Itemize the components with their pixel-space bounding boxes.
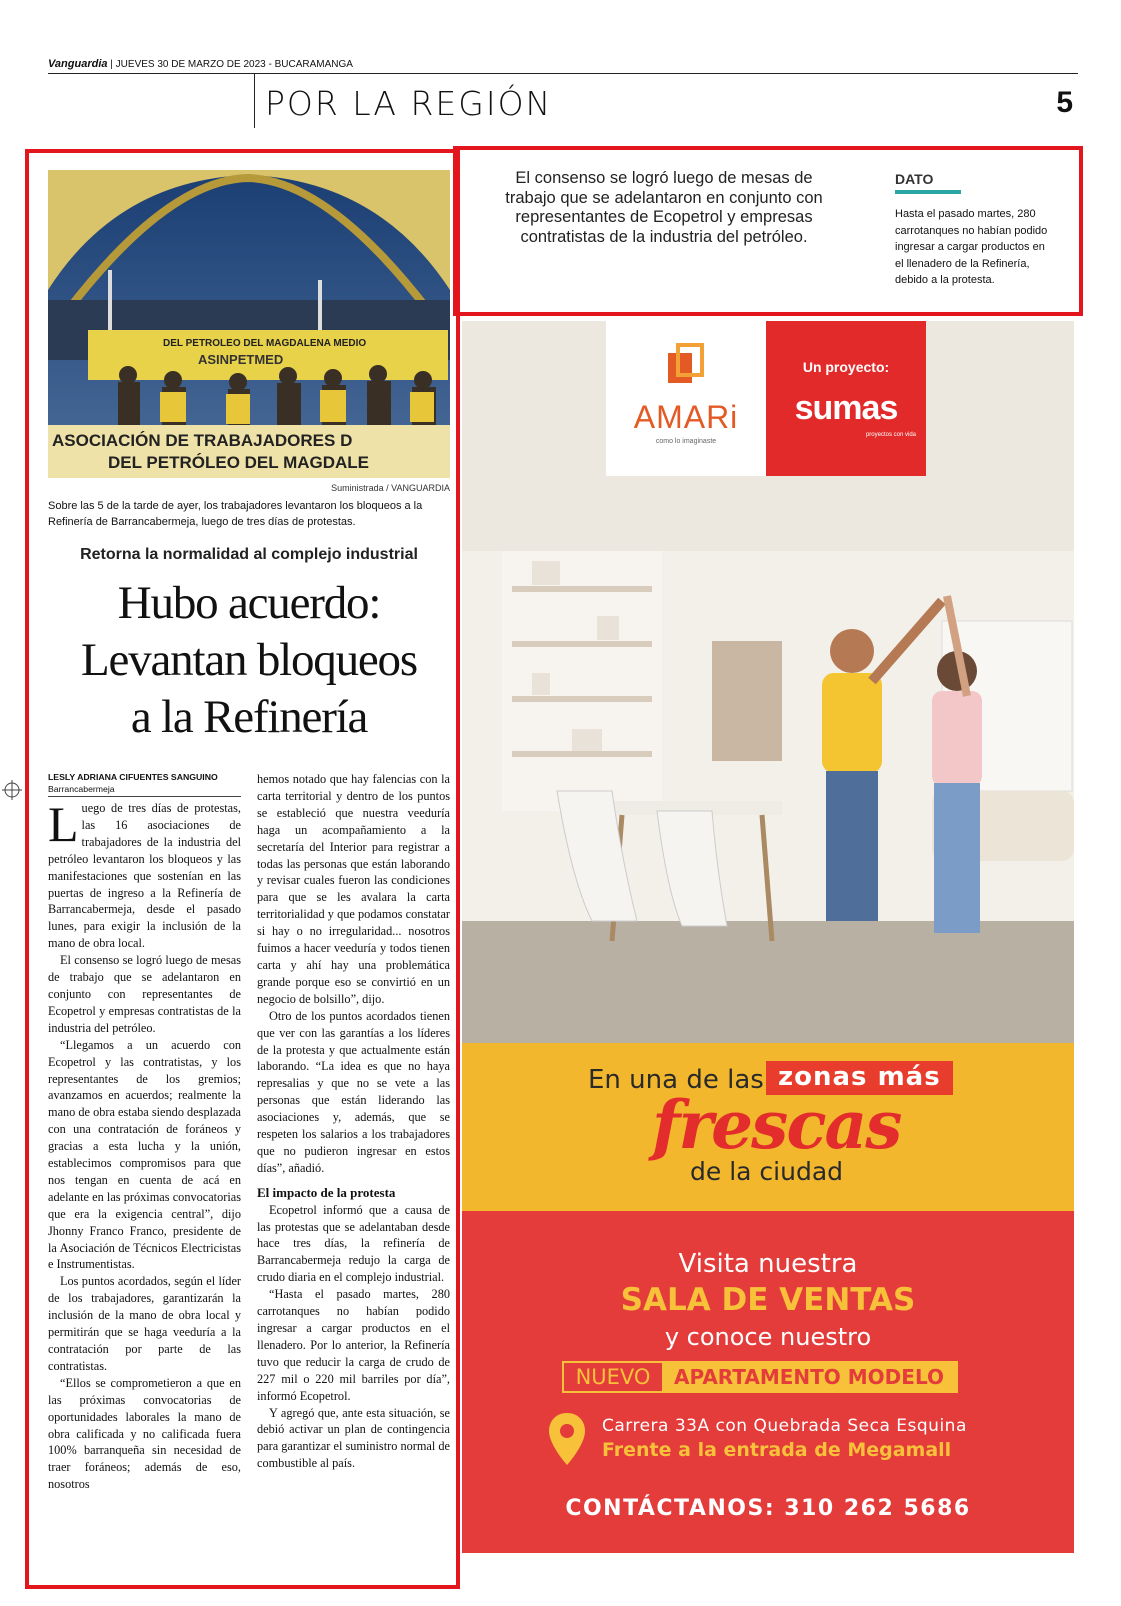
amari-logo: [606, 321, 766, 476]
section-title: POR LA REGIÓN: [265, 84, 553, 123]
pull-quote: El consenso se logró luego de mesas de trabajo que se adelantaron en conjunto con representantes de Ecopetrol y empresas contratistas de la industria del petróleo.: [505, 169, 823, 246]
upper-banner-text-2: ASINPETMED: [198, 352, 284, 367]
article-paragraph: “Ellos se comprometieron a que en las próximas convocatorias de oportunidades laborales la mano de obra calificada y no calificada fuera 100% barranqueña sin necesidad de traer foráneos; además de eso, nosotros: [48, 1375, 241, 1492]
ad-landmark: Frente a la entrada de Megamall: [602, 1439, 952, 1461]
partner-intro: Un proyecto:: [802, 359, 890, 375]
sumas-wordmark: sumas: [794, 389, 898, 427]
drop-cap: L: [48, 800, 79, 852]
masthead: [48, 58, 1078, 74]
new-model-badge: [562, 1361, 958, 1393]
ad-line-2: de la ciudad: [690, 1157, 844, 1186]
sumas-tagline: proyectos con vida: [865, 432, 916, 438]
model-apartment-label: APARTAMENTO MODELO: [662, 1363, 956, 1391]
article-column-2: [257, 771, 450, 1551]
protest-photo: [48, 170, 450, 478]
headline-line-2: Levantan bloqueos: [81, 634, 417, 686]
sumas-logo: [766, 321, 926, 476]
ad-red-band: [462, 1211, 1074, 1553]
section-divider: [254, 74, 255, 128]
ad-contact-phone[interactable]: CONTÁCTANOS: 310 262 5686: [565, 1496, 971, 1521]
dato-accent-bar: [895, 190, 961, 194]
upper-banner-text-1: DEL PETROLEO DEL MAGDALENA MEDIO: [163, 338, 367, 349]
article-paragraph: Ecopetrol informó que a causa de las protestas que se adelantaban desde hace tres días, la refinería de Barrancabermeja redujo la carga de crudo diaria en el complejo industrial.: [257, 1202, 450, 1285]
ad-script-word: frescas: [652, 1086, 901, 1164]
article-headline: [48, 575, 450, 746]
article-paragraph: “Hasta el pasado martes, 280 carrotanques no habían podido ingresar a cargar productos en el llenadero. Por lo anterior, la Refinería tuvo que reducir la carga de crudo de 227 mil o 220 mil barriles por día”, informó Ecopetrol.: [257, 1287, 450, 1403]
article-photo: [48, 170, 450, 478]
dato-label: DATO: [895, 171, 934, 187]
headline-line-1: Hubo acuerdo:: [117, 577, 381, 629]
article-kicker: Retorna la normalidad al complejo industrial: [80, 546, 418, 563]
amari-tagline: como lo imaginaste: [655, 438, 717, 445]
ad-visit: Visita nuestra: [678, 1249, 858, 1279]
byline-rule: [48, 796, 241, 797]
masthead-separator: |: [110, 59, 116, 70]
location-pin-icon: [547, 1411, 587, 1467]
ad-know: y conoce nuestro: [664, 1323, 872, 1351]
ad-line-1: En una de las: [588, 1065, 764, 1095]
new-tag: NUEVO: [575, 1365, 651, 1389]
ad-yellow-band: [462, 1043, 1074, 1211]
article-paragraph: El consenso se logró luego de mesas de trabajo que se adelantaron en conjunto con representantes de Ecopetrol y empresas contratistas de la industria del petróleo.: [48, 953, 241, 1035]
article-subhead: El impacto de la protesta: [257, 1184, 396, 1200]
masthead-date: JUEVES 30 DE MARZO DE 2023 - BUCARAMANGA: [115, 59, 353, 70]
masthead-rule: [48, 73, 1078, 74]
article-paragraph: hemos notado que hay falencias con la carta territorial y dentro de los puntos se estableció que nuestra veeduría haga un acompañamiento a la secretaría del Interior para registrar a todas las personas que están laborando y revisar cuales fueron las condiciones para que se les avalara la carta territorialidad y que podamos constatar si hay o no irregularidad... nosotros fuimos a hacer veeduría y todos tienen carta y ahí hay una problemática grande porque eso se convirtió en un negocio de bolsillo”, dijo.: [257, 772, 450, 1006]
article-dateline: Barrancabermeja: [48, 784, 115, 794]
real-estate-ad[interactable]: [462, 321, 1074, 1553]
ad-sales-room: SALA DE VENTAS: [620, 1282, 916, 1318]
article-paragraph: Otro de los puntos acordados tienen que ver con las garantías a los líderes de la protesta y que actualmente están laborando. “La idea es que no haya represalias y que no se vete a las personas que están liderando las asociaciones y, además, que se respeten los salarios a los trabajadores que no pudieron ingresar en estos días”, añadió.: [257, 1008, 450, 1175]
article-author: LESLY ADRIANA CIFUENTES SANGUINO: [48, 772, 218, 782]
article-column-1: [48, 800, 241, 1550]
article-paragraph: “Llegamos a un acuerdo con Ecopetrol y las contratistas, y los representantes de los gremios; avanzamos en acuerdos; realmente la mano de obra estaba siendo desplazada con una contratación de foráneos y gracias a esta lucha y la unión, establecimos compromisos para que nos tengan en cuenta de acá en adelante en las próximas convocatorias que era la exigencia central”, dijo Jhonny Franco Franco, presidente de la Asociación de Técnicos Electricistas e Instrumentistas.: [48, 1037, 241, 1272]
masthead-brand: Vanguardia: [48, 58, 108, 70]
ad-highlight: zonas más: [766, 1061, 953, 1095]
amari-wordmark: AMARi: [633, 399, 739, 435]
photo-credit: Suministrada / VANGUARDIA: [331, 483, 450, 493]
headline-line-3: a la Refinería: [130, 691, 368, 743]
article-paragraph: Luego de tres días de protestas, las 16 asociaciones de trabajadores de la industria del petróleo levantaron los bloqueos y las manifestaciones que sostenían en las puertas de ingreso a la Refinería de Barrancabermeja, desde el pasado lunes, para exigir la inclusión de la mano de obra local.: [48, 800, 241, 951]
article-paragraph: Y agregó que, ante esta situación, se debió activar un plan de contingencia para garantizar el suministro normal de combustible al país.: [257, 1405, 450, 1471]
photo-caption: Sobre las 5 de la tarde de ayer, los trabajadores levantaron los bloqueos a la Refinería de Barrancabermeja, luego de tres días de protestas.: [48, 500, 423, 528]
article-paragraph: Los puntos acordados, según el líder de los trabajadores, garantizarán la inclusión de la mano de obra local y permitirán que se haga veeduría a la contratación por parte de las contratistas.: [48, 1274, 241, 1373]
protest-banner-text-1: ASOCIACIÓN DE TRABAJADORES D: [52, 431, 353, 450]
protest-banner-text-2: DEL PETRÓLEO DEL MAGDALE: [108, 453, 370, 472]
ad-address: Carrera 33A con Quebrada Seca Esquina: [602, 1416, 967, 1436]
dato-text: Hasta el pasado martes, 280 carrotanques no habían podido ingresar a cargar productos en el llenadero de la Refinería, debido a la protesta.: [895, 208, 1048, 286]
page-number: 5: [1056, 86, 1073, 119]
registration-mark-icon: [2, 780, 22, 800]
amari-logo-mark-icon: [664, 341, 706, 387]
